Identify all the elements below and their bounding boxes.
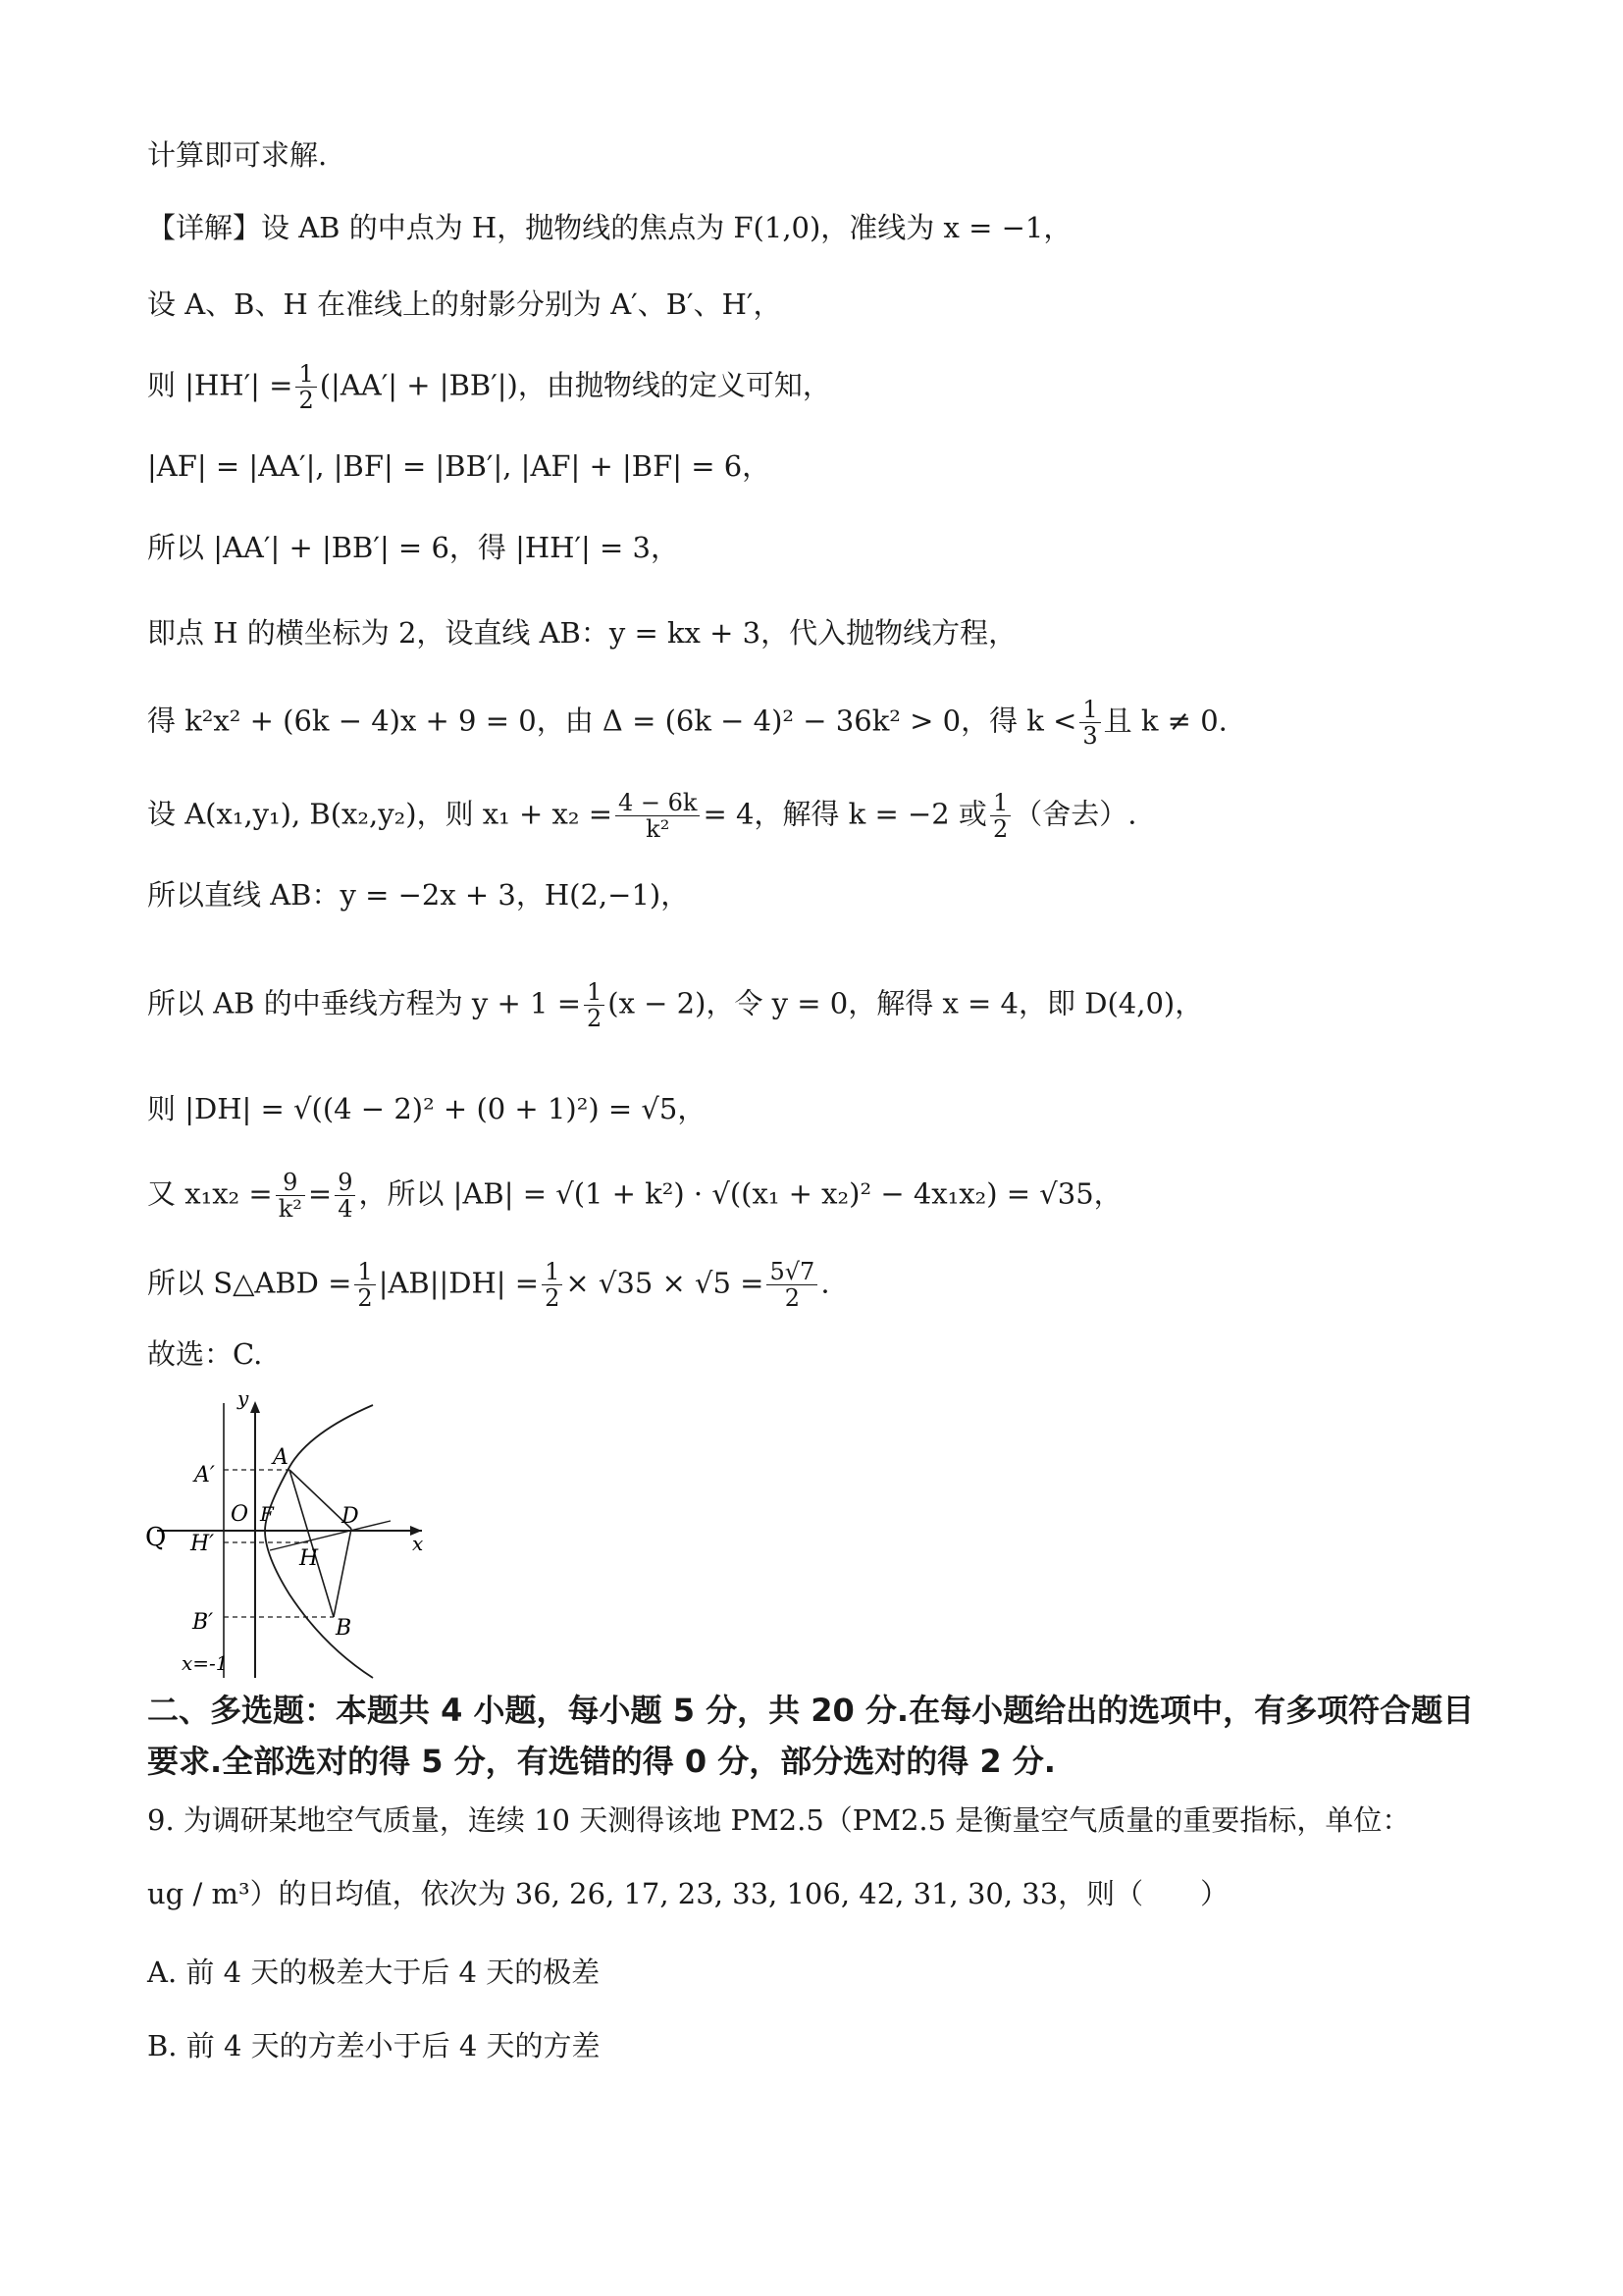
y-axis-arrow: [250, 1401, 260, 1413]
text-segment: .: [820, 1266, 830, 1300]
text-line: 故选：C.: [147, 1337, 263, 1371]
fraction-denominator: k²: [278, 1195, 302, 1223]
fraction-denominator: 2: [587, 1005, 602, 1032]
fraction-numerator: 9: [335, 1170, 355, 1196]
text-segment: (|AA′| + |BB′|)，由抛物线的定义可知，: [319, 368, 831, 402]
text-segment: = 4，解得 k = −2 或: [703, 797, 987, 831]
fraction-denominator: 2: [992, 815, 1009, 843]
text-line: [147, 208, 1072, 247]
text-segment: 得 k²x² + (6k − 4)x + 9 = 0，由 Δ = (6k − 4)² − 36k² > 0，得 k <: [147, 704, 1077, 738]
y-label: y: [237, 1386, 249, 1410]
text-segment: 则 |HH′| =: [147, 368, 293, 402]
fraction-denominator: 3: [1082, 722, 1098, 750]
text-line: [147, 1170, 1123, 1222]
text-segment: （舍去）.: [1014, 797, 1137, 831]
fraction-numerator: 1: [295, 361, 316, 388]
fraction-numerator: 9: [276, 1170, 305, 1196]
origin-label: O: [231, 1502, 249, 1527]
text-line: 即点 H 的横坐标为 2，设直线 AB：y = kx + 3，代入抛物线方程，: [147, 616, 1018, 650]
perpendicular-bisector: [270, 1521, 391, 1550]
section-heading-line: 要求.全部选对的得 5 分，有选错的得 0 分，部分选对的得 2 分.: [147, 1743, 1056, 1780]
point-d-label: D: [341, 1504, 359, 1529]
fraction: [354, 1259, 375, 1311]
fraction-denominator: 2: [298, 387, 314, 414]
text-segment: |AB||DH| =: [378, 1266, 540, 1300]
text-segment: =: [307, 1176, 333, 1211]
focus-label: F: [260, 1502, 274, 1526]
text-line: 所以直线 AB：y = −2x + 3，H(2,−1)，: [147, 878, 690, 912]
fraction-denominator: 2: [357, 1284, 373, 1312]
text-segment: 所以 AB 的中垂线方程为 y + 1 =: [147, 986, 581, 1020]
question-stem: ug / m³）的日均值，依次为 36, 26, 17, 23, 33, 106, 42, 31, 30, 33，则（ ）: [147, 1877, 1230, 1910]
text-segment: 且 k ≠ 0.: [1103, 704, 1228, 738]
fraction-numerator: 4 − 6k: [615, 790, 700, 816]
parabola-figure: [128, 1383, 451, 1688]
text-line: [147, 979, 1203, 1031]
text-line: [147, 361, 831, 413]
fraction: [295, 361, 316, 413]
text-segment: 设 A(x₁,y₁), B(x₂,y₂)，则 x₁ + x₂ =: [147, 797, 613, 831]
text-line: [147, 697, 1228, 749]
fraction-numerator: 1: [584, 979, 604, 1006]
fraction-denominator: k²: [646, 815, 670, 843]
text-segment: 设 AB 的中点为 H，抛物线的焦点为 F(1,0)，准线为 x = −1，: [261, 211, 1073, 244]
fraction-numerator: 5√7: [766, 1259, 817, 1285]
text-line: [147, 790, 1136, 842]
a-prime-label: A′: [194, 1463, 215, 1487]
x-label: x: [412, 1532, 424, 1555]
point-b-label: B: [336, 1616, 352, 1641]
fraction: [615, 790, 700, 842]
fraction-denominator: 2: [545, 1284, 560, 1312]
text-line: |AF| = |AA′|, |BF| = |BB′|, |AF| + |BF| = 6，: [147, 449, 771, 483]
fraction-denominator: 4: [338, 1195, 353, 1223]
fraction-numerator: 1: [354, 1259, 375, 1285]
text-line: 设 A、B、H 在准线上的射影分别为 A′、B′、H′，: [147, 287, 782, 321]
fraction-numerator: 1: [990, 790, 1011, 816]
text-line: 则 |DH| = √((4 − 2)² + (0 + 1)²) = √5，: [147, 1092, 707, 1125]
text-segment: ，所以 |AB| = √(1 + k²) · √((x₁ + x₂)² − 4x₁x₂) = √35，: [358, 1176, 1123, 1211]
fraction-denominator: 2: [784, 1284, 801, 1312]
section-heading-line: 二、多选题：本题共 4 小题，每小题 5 分，共 20 分.在每小题给出的选项中，有多项符合题目: [147, 1692, 1475, 1729]
text-segment: 又 x₁x₂ =: [147, 1176, 273, 1211]
fraction-numerator: 1: [1079, 697, 1100, 723]
point-h-label: H: [299, 1546, 319, 1571]
text-segment: 所以 S△ABD =: [147, 1266, 352, 1300]
text-line: 所以 |AA′| + |BB′| = 6，得 |HH′| = 3，: [147, 531, 680, 564]
h-prime-label: H′: [190, 1532, 215, 1556]
fraction: [335, 1170, 355, 1222]
point-a-label: A: [273, 1445, 288, 1470]
option-b: B. 前 4 天的方差小于后 4 天的方差: [147, 2029, 601, 2062]
question-stem: 9. 为调研某地空气质量，连续 10 天测得该地 PM2.5（PM2.5 是衡量空气质量的重要指标，单位：: [147, 1803, 1411, 1837]
text-segment: × √35 × √5 =: [565, 1266, 764, 1300]
fraction: [276, 1170, 305, 1222]
directrix-label: x=-1: [182, 1651, 229, 1675]
fraction: [542, 1259, 562, 1311]
q-label: Q: [145, 1523, 167, 1552]
option-a: A. 前 4 天的极差大于后 4 天的极差: [147, 1956, 601, 1989]
b-prime-label: B′: [192, 1610, 214, 1635]
detail-heading: 【详解】: [147, 211, 262, 244]
fraction: [1079, 697, 1100, 749]
text-segment: (x − 2)，令 y = 0，解得 x = 4，即 D(4,0)，: [607, 986, 1204, 1020]
segment-bd: [334, 1529, 351, 1617]
fraction: [766, 1259, 817, 1311]
text-line: 计算即可求解.: [147, 138, 328, 172]
fraction: [584, 979, 604, 1031]
text-line: [147, 1259, 830, 1311]
fraction: [990, 790, 1011, 842]
fraction-numerator: 1: [542, 1259, 562, 1285]
